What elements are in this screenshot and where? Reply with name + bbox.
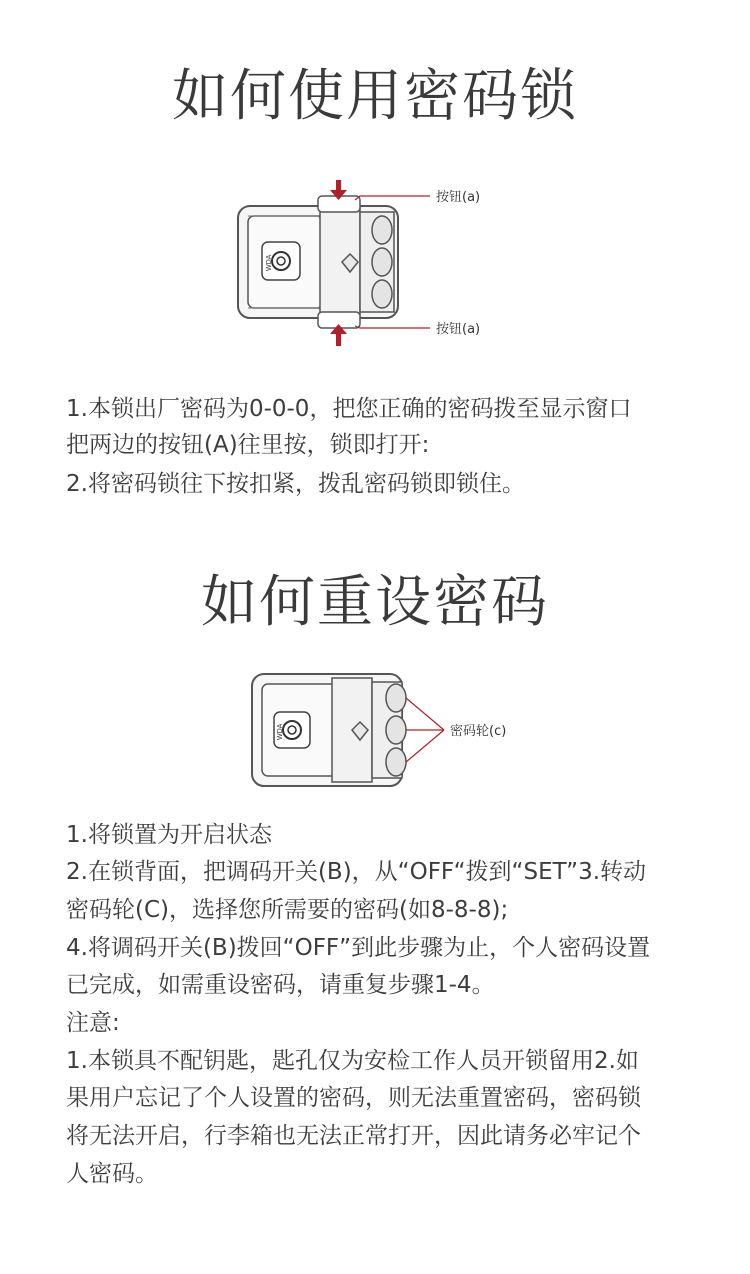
dial-wheel-c xyxy=(386,748,406,776)
instruction-line: 1.将锁置为开启状态 xyxy=(66,822,272,848)
callout-dial-c: 密码轮(c) xyxy=(450,724,507,739)
dial-wheel-c xyxy=(386,716,406,744)
note-line: 果用户忘记了个人设置的密码，则无法重置密码，密码锁 xyxy=(66,1085,641,1111)
instruction-line: 4.将调码开关(B)拨回“OFF”到此步骤为止，个人密码设置 xyxy=(66,935,651,961)
lock-diagram-dials xyxy=(244,664,544,796)
section-title-use-lock: 如何使用密码锁 xyxy=(172,64,578,129)
instruction-line: 已完成，如需重设密码，请重复步骤1-4。 xyxy=(66,972,495,998)
dial-wheel-c xyxy=(386,684,406,712)
instruction-line: 把两边的按钮(A)往里按，锁即打开: xyxy=(66,432,430,458)
instruction-line: 2.在锁背面，把调码开关(B)，从“OFF“拨到“SET”3.转动 xyxy=(66,859,647,885)
dial-wheel xyxy=(372,216,392,244)
callout-button-a-bottom: 按钮(a) xyxy=(436,322,481,337)
lock-diagram-buttons xyxy=(230,176,530,352)
note-heading: 注意: xyxy=(66,1010,120,1036)
dial-wheel xyxy=(372,280,392,308)
instruction-line: 密码轮(C)，选择您所需要的密码(如8-8-8); xyxy=(66,897,509,923)
brand-text: WDA xyxy=(266,254,273,271)
callout-button-a-top: 按钮(a) xyxy=(436,190,481,205)
instruction-line: 2.将密码锁往下按扣紧，拨乱密码锁即锁住。 xyxy=(66,471,525,497)
note-line: 将无法开启，行李箱也无法正常打开，因此请务必牢记个 xyxy=(66,1123,641,1149)
note-line: 1.本锁具不配钥匙，匙孔仅为安检工作人员开锁留用2.如 xyxy=(66,1048,639,1074)
dial-wheel xyxy=(372,248,392,276)
instruction-line: 1.本锁出厂密码为0-0-0，把您正确的密码拨至显示窗口 xyxy=(66,396,632,422)
section-title-reset-password: 如何重设密码 xyxy=(201,570,549,635)
note-line: 人密码。 xyxy=(66,1161,158,1187)
brand-text: WDA xyxy=(277,723,284,740)
